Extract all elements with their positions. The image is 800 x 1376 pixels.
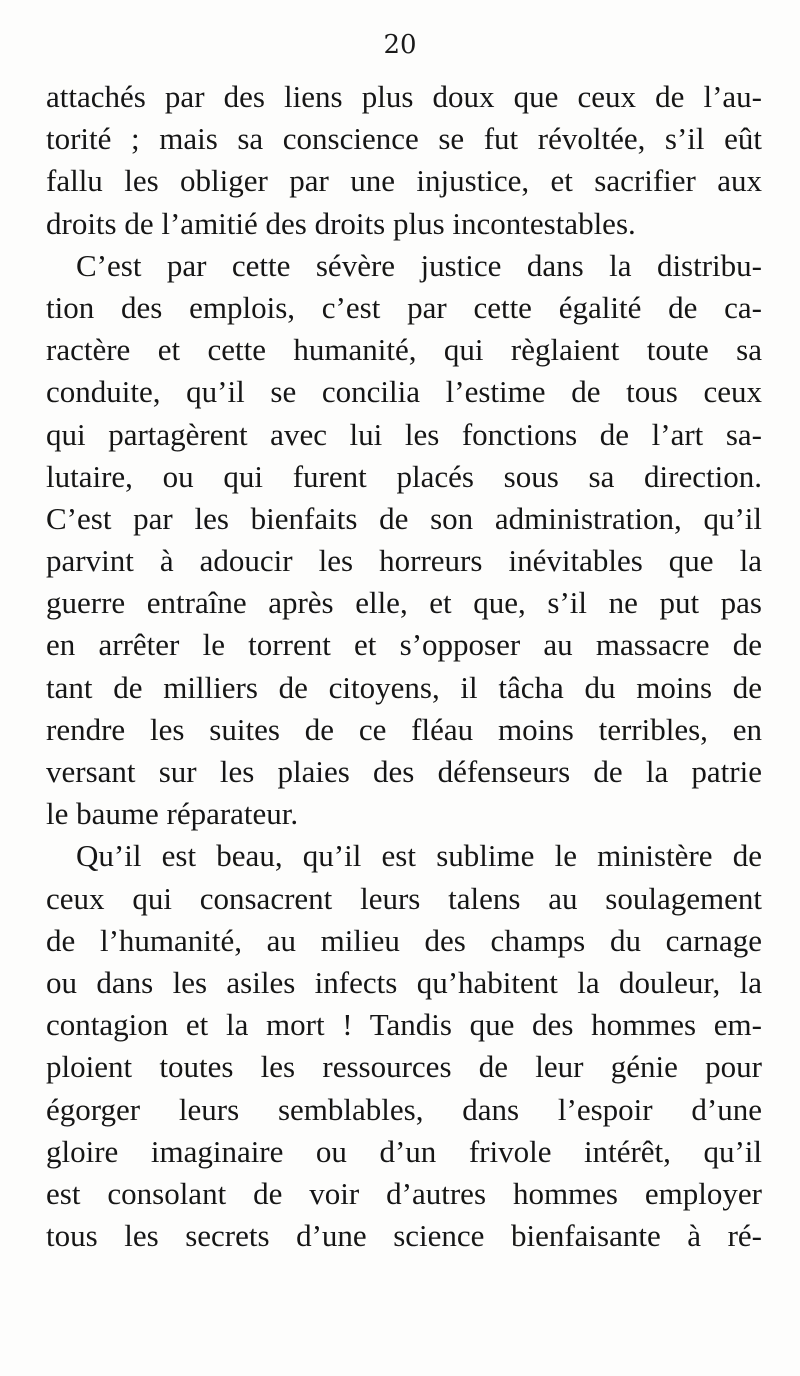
text-line: ceux qui consacrent leurs talens au soulagement bbox=[46, 880, 762, 916]
text-line: torité ; mais sa conscience se fut révoltée, s’il eût bbox=[46, 121, 762, 157]
text-line: attachés par des liens plus doux que ceux de l’au- bbox=[46, 79, 762, 114]
text-line: ploient toutes les ressources de leur génie pour bbox=[46, 1049, 762, 1085]
text-line: versant sur les plaies des défenseurs de la patrie bbox=[46, 754, 762, 789]
paragraph-start-line: Qu’il est beau, qu’il est sublime le ministère de bbox=[76, 838, 762, 874]
text-line: gloire imaginaire ou d’un frivole intérêt, qu’il bbox=[46, 1133, 762, 1169]
text-line: est consolant de voir d’autres hommes employer bbox=[46, 1175, 762, 1211]
text-line: tous les secrets d’une science bienfaisante à ré- bbox=[46, 1218, 762, 1254]
text-line: guerre entraîne après elle, et que, s’il ne put pas bbox=[46, 585, 762, 621]
text-line: contagion et la mort ! Tandis que des hommes em- bbox=[46, 1007, 762, 1043]
paragraph-start-line: C’est par cette sévère justice dans la distribu- bbox=[76, 247, 762, 283]
text-line: qui partagèrent avec lui les fonctions de l’art sa- bbox=[46, 416, 762, 452]
text-line: ractère et cette humanité, qui règlaient toute sa bbox=[46, 332, 762, 368]
text-line: tant de milliers de citoyens, il tâcha du moins de bbox=[46, 669, 762, 705]
text-line: C’est par les bienfaits de son administration, qu’il bbox=[46, 500, 762, 536]
text-line: ou dans les asiles infects qu’habitent la douleur, la bbox=[46, 964, 762, 1000]
text-line: rendre les suites de ce fléau moins terribles, en bbox=[46, 711, 762, 747]
text-line: le baume réparateur. bbox=[46, 796, 299, 832]
text-line: fallu les obliger par une injustice, et sacrifier aux bbox=[46, 163, 762, 199]
text-line: de l’humanité, au milieu des champs du carnage bbox=[46, 922, 762, 958]
text-line: en arrêter le torrent et s’opposer au massacre de bbox=[46, 627, 762, 663]
body-text bbox=[46, 76, 762, 1257]
text-line: parvint à adoucir les horreurs inévitables que la bbox=[46, 543, 762, 579]
text-line: conduite, qu’il se concilia l’estime de tous ceux bbox=[46, 374, 762, 410]
text-line: tion des emplois, c’est par cette égalité de ca- bbox=[46, 289, 762, 325]
text-line: égorger leurs semblables, dans l’espoir d’une bbox=[46, 1091, 762, 1127]
text-line: droits de l’amitié des droits plus incontestables. bbox=[46, 205, 636, 241]
page-number: 20 bbox=[383, 30, 417, 60]
text-line: lutaire, ou qui furent placés sous sa direction. bbox=[46, 458, 762, 494]
